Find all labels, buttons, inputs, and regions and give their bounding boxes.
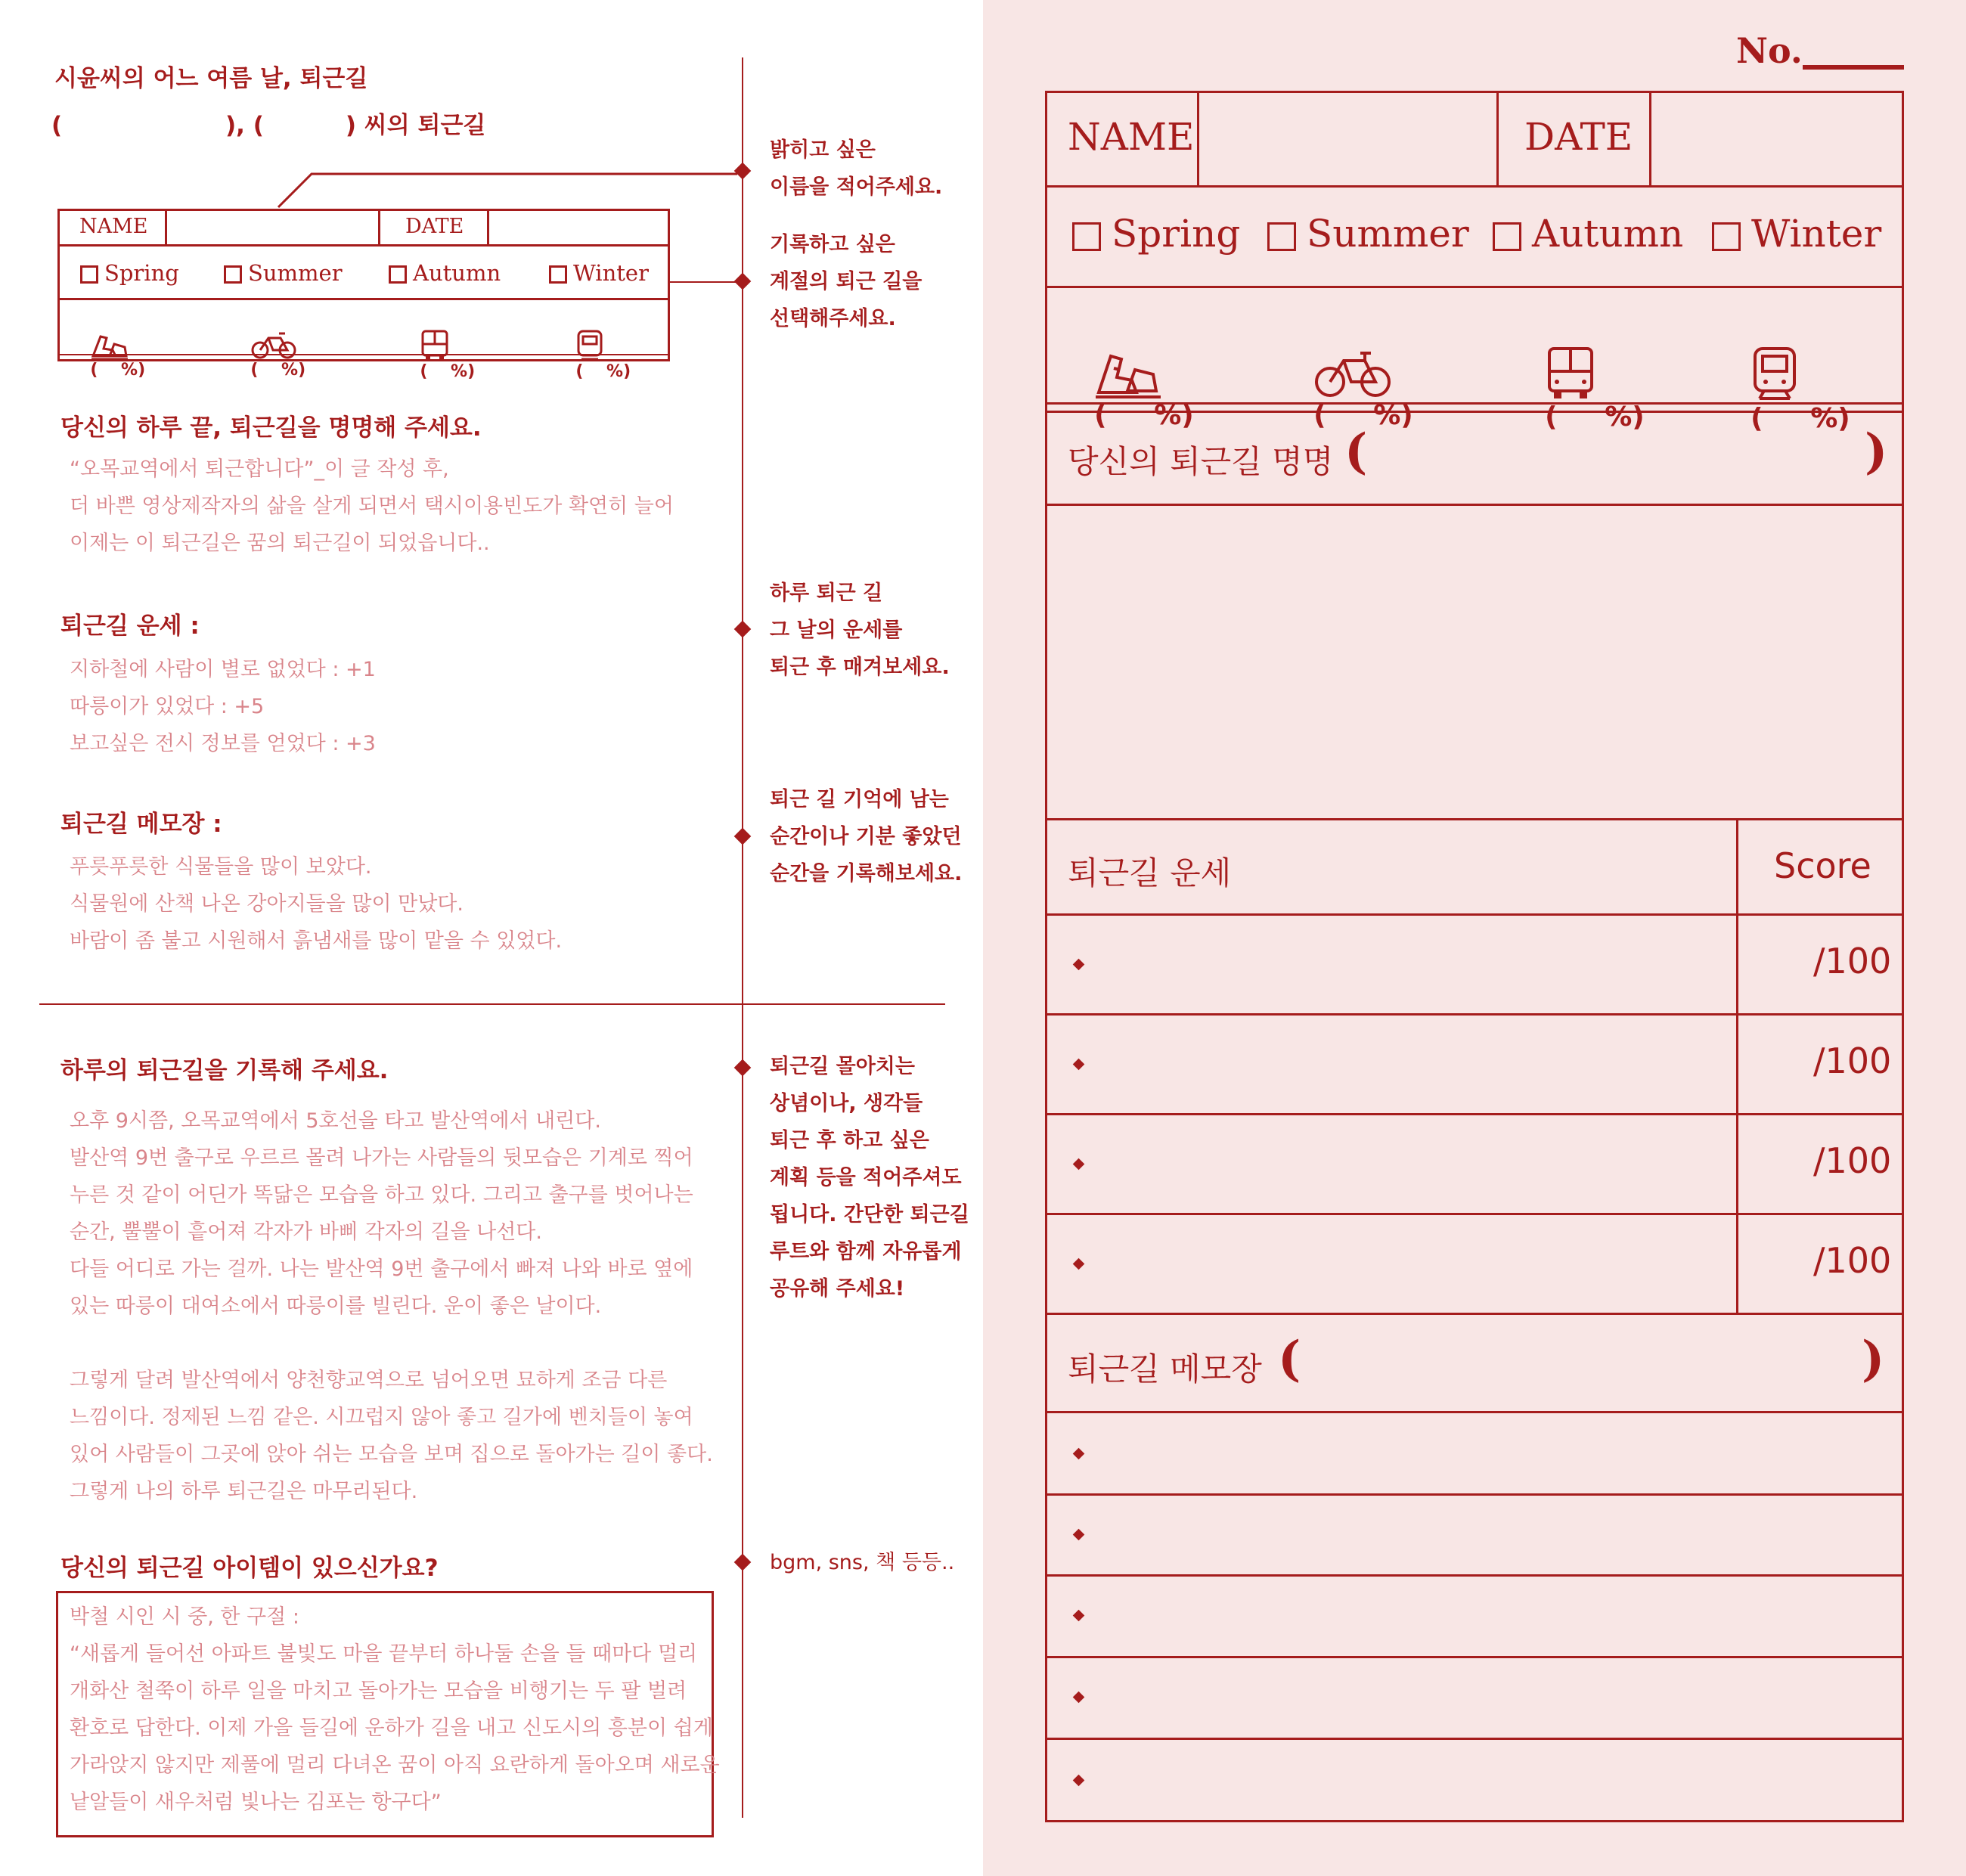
timeline-marker (734, 828, 752, 845)
bicycle-icon (250, 330, 297, 361)
walk-icon (90, 330, 129, 361)
note-item: bgm, sns, 책 등등.. (770, 1551, 955, 1574)
memo-open-paren: ( (1278, 1331, 1301, 1388)
bus-icon (420, 329, 450, 362)
memo-heading: 퇴근길 메모장 : (60, 811, 222, 838)
season-winter-checkbox[interactable]: Winter (1712, 212, 1881, 256)
note-memo: 퇴근 길 기억에 남는 순간이나 기분 좋았던 순간을 기록해보세요. (770, 788, 963, 885)
memo-row-4[interactable] (1089, 1660, 1899, 1735)
memo-row-5[interactable] (1089, 1742, 1899, 1818)
transport-walk[interactable]: ( %) (1075, 316, 1194, 431)
walk-icon (1094, 347, 1162, 400)
card-transport-walk: ( %) (79, 312, 145, 380)
form-naming-field[interactable] (1370, 420, 1854, 496)
transport-train[interactable]: ( %) (1732, 312, 1850, 434)
fortune-text: 지하철에 사람이 별로 없었다 : +1 따릉이가 있었다 : +5 보고싶은 전시 정보를 얻었다 : +3 (70, 658, 376, 755)
form-record-area[interactable] (1050, 508, 1899, 815)
note-season: 기록하고 싶은 계절의 퇴근 길을 선택해주세요. (770, 233, 923, 330)
note-name: 밝히고 싶은 이름을 적어주세요. (770, 138, 943, 199)
bicycle-icon (1313, 347, 1392, 400)
timeline-marker (734, 621, 752, 638)
form-score-label: Score (1774, 845, 1871, 886)
fortune-score-4[interactable]: /100 (1813, 1240, 1892, 1281)
item-heading: 당신의 퇴근길 아이템이 있으신가요? (60, 1555, 439, 1582)
card-transport-bus: ( %) (408, 310, 475, 381)
memo-row-2[interactable] (1089, 1497, 1899, 1571)
card-season-winter: Winter (549, 260, 649, 286)
card-date-label: DATE (405, 215, 464, 238)
train-icon (1750, 343, 1799, 403)
memo-row-1[interactable] (1089, 1416, 1899, 1490)
form-fortune-label: 퇴근길 운세 (1068, 854, 1232, 891)
title-name-blanks: ( ), ( ) 씨의 퇴근길 (51, 112, 486, 139)
fortune-row-4[interactable] (1089, 1219, 1732, 1308)
memo-close-paren: ) (1862, 1331, 1885, 1388)
season-autumn-checkbox[interactable]: Autumn (1493, 212, 1683, 256)
naming-close-paren: ) (1865, 423, 1888, 480)
train-icon (575, 329, 604, 362)
fortune-row-2[interactable] (1089, 1019, 1732, 1109)
fortune-score-2[interactable]: /100 (1813, 1040, 1892, 1081)
fortune-row-1[interactable] (1089, 919, 1732, 1009)
card-transport-bike: ( %) (239, 312, 305, 380)
card-name-label: NAME (79, 215, 148, 238)
bus-icon (1545, 344, 1596, 402)
fortune-row-3[interactable] (1089, 1119, 1732, 1208)
card-season-summer: Summer (224, 260, 343, 286)
transport-bus[interactable]: ( %) (1526, 313, 1645, 433)
season-summer-checkbox[interactable]: Summer (1267, 212, 1469, 256)
naming-heading: 당신의 하루 끝, 퇴근길을 명명해 주세요. (60, 414, 482, 442)
fortune-heading: 퇴근길 운세 : (60, 612, 200, 640)
section-divider (39, 1003, 945, 1005)
transport-bike[interactable]: ( %) (1295, 316, 1413, 431)
note-record: 퇴근길 몰아치는 상념이나, 생각들 퇴근 후 하고 싶은 계획 등을 적어주셔도 됩니다. 간단한 퇴근길 루트와 함께 자유롭게 공유해 주세요! (770, 1055, 969, 1301)
timeline-marker (734, 1554, 752, 1571)
form-date-field[interactable] (1654, 95, 1899, 181)
season-spring-checkbox[interactable]: Spring (1072, 212, 1240, 256)
fortune-score-3[interactable]: /100 (1813, 1140, 1892, 1181)
card-connector (272, 168, 741, 213)
memo-row-3[interactable] (1089, 1579, 1899, 1653)
form-name-field[interactable] (1202, 95, 1493, 181)
naming-text: “오목교역에서 퇴근합니다”_이 글 작성 후, 더 바쁜 영상제작자의 삶을 살게 되면서 택시이용빈도가 확연히 늘어 이제는 이 퇴근길은 꿈의 퇴근길이 되었읍니다.. (70, 457, 674, 555)
card-season-autumn: Autumn (389, 260, 501, 286)
form-memo-label: 퇴근길 메모장 (1068, 1350, 1262, 1388)
form-memo-title-field[interactable] (1304, 1328, 1854, 1403)
form-number-label: No. (1736, 30, 1803, 71)
memo-text: 푸릇푸릇한 식물들을 많이 보았다. 식물원에 산책 나온 강아지들을 많이 만났다. 바람이 좀 불고 시원해서 흙냄새를 많이 맡을 수 있었다. (70, 855, 563, 953)
form-date-label: DATE (1524, 115, 1633, 159)
naming-open-paren: ( (1344, 423, 1368, 480)
record-heading: 하루의 퇴근길을 기록해 주세요. (60, 1057, 389, 1084)
item-quote-text: 박철 시인 시 중, 한 구절 : “새롭게 들어선 아파트 불빛도 마을 끝부터 하나둘 손을 들 때마다 멀리 개화산 철쭉이 하루 일을 마치고 돌아가는 모습을 비행기는 두 팔 벌려 환호로 답한다. 이제 가을 들길에 운하가 길을 내고 신도시의 흥분이 쉽게 가라앉지 않지만 제풀에 멀리 다녀온 꿈이 아직 요란하게 돌아오며 새로운 낱알들이 새우처럼 빛나는 김포는 항구다” (70, 1605, 720, 1814)
form-naming-label: 당신의 퇴근길 명명 (1068, 443, 1334, 480)
record-text: 오후 9시쯤, 오목교역에서 5호선을 타고 발산역에서 내린다. 발산역 9번 출구로 우르르 몰려 나가는 사람들의 뒷모습은 기계로 찍어 누른 것 같이 어딘가 똑닮은 모습을 하고 있다. 그리고 출구를 벗어나는 순간, 뿔뿔이 흩어져 각자가 바삐 각자의 길을 나선다. 다들 어디로 가는 걸까. 나는 발산역 9번 출구에서 빠져 나와 바로 옆에 있는 따릉이 대여소에서 따릉이를 빌린다. 운이 좋은 날이다. 그렇게 달려 발산역에서 양천향교역으로 넘어오면 묘하게 조금 다른 느낌이다. 정제된 느낌 같은. 시끄럽지 않아 좋고 길가에 벤치들이 놓여 있어 사람들이 그곳에 앉아 쉬는 모습을 보며 집으로 돌아가는 길이 좋다. 그렇게 나의 하루 퇴근길은 마무리된다. (70, 1109, 713, 1503)
page-title: 시윤씨의 어느 여름 날, 퇴근길 (54, 65, 368, 92)
form-name-label: NAME (1068, 115, 1195, 159)
card-transport-train: ( %) (564, 310, 631, 381)
card-season-spring: Spring (80, 260, 179, 286)
note-fortune: 하루 퇴근 길 그 날의 운세를 퇴근 후 매겨보세요. (770, 581, 950, 679)
timeline-marker (734, 1059, 752, 1077)
form-number-field[interactable] (1803, 65, 1904, 70)
fortune-score-1[interactable]: /100 (1813, 941, 1892, 981)
